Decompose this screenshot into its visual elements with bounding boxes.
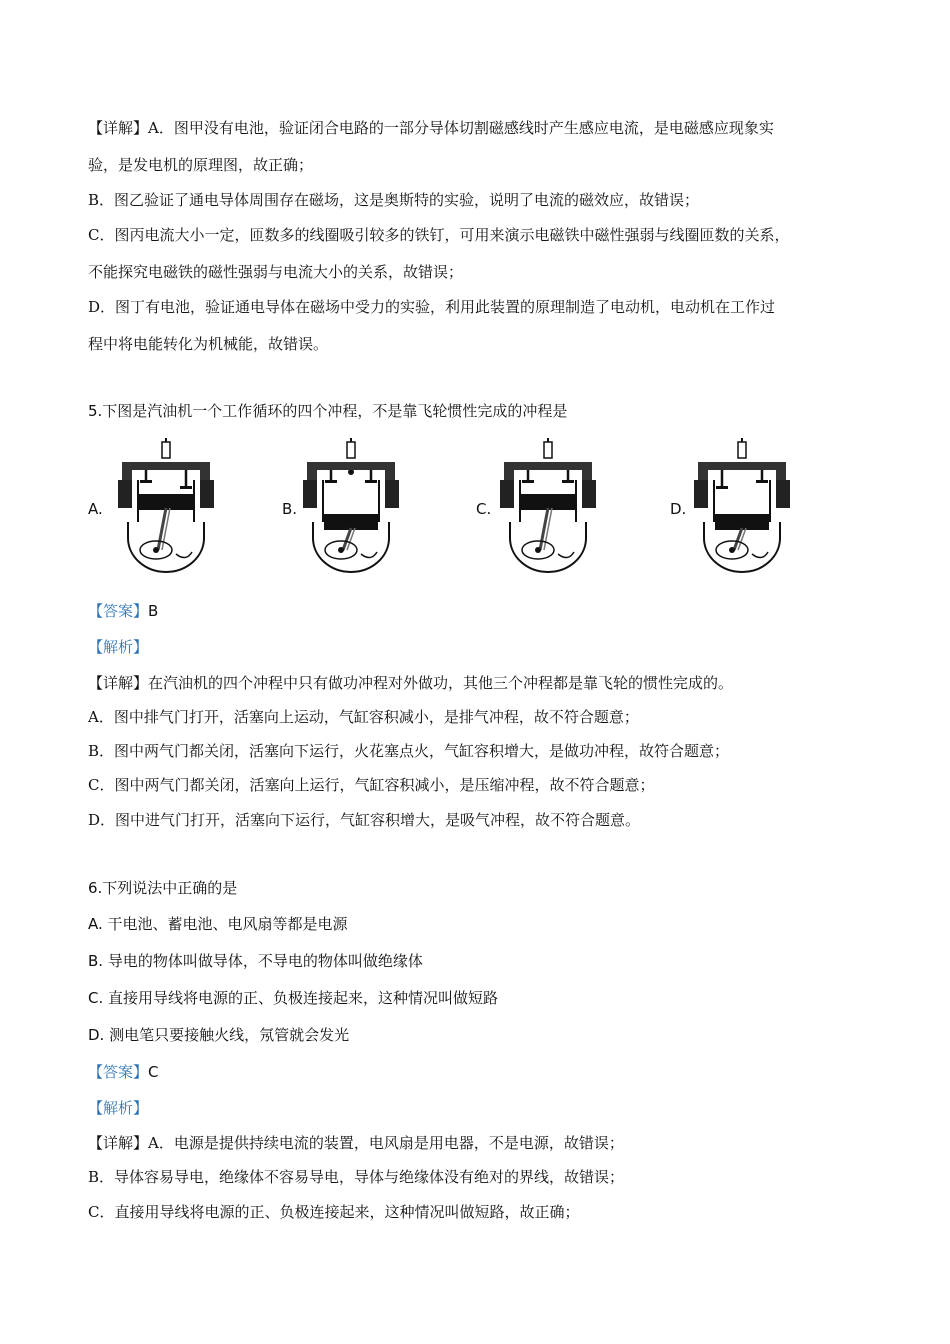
detail-6-c: C．直接用导线将电源的正、负极连接起来，这种情况叫做短路，故正确； bbox=[88, 1203, 580, 1221]
answer-value: C bbox=[148, 1063, 159, 1081]
detail-5-c: C．图中两气门都关闭，活塞向上运行，气缸容积减小，是压缩冲程，故不符合题意； bbox=[88, 776, 655, 794]
detail-6-b: B．导体容易导电，绝缘体不容易导电，导体与绝缘体没有绝对的界线，故错误； bbox=[88, 1168, 625, 1186]
engine-figure-c-drawing bbox=[494, 438, 604, 574]
option-d-label: D. bbox=[670, 500, 687, 518]
detail-line-6: D．图丁有电池，验证通电导体在磁场中受力的实验，利用此装置的原理制造了电动机，电动机在工作过 bbox=[88, 298, 776, 316]
analysis-label-6: 【解析】 bbox=[88, 1099, 149, 1117]
detail-line-1: 【详解】A．图甲没有电池，验证闭合电路的一部分导体切割磁感线时产生感应电流，是电磁感应现象实 bbox=[88, 119, 774, 137]
answer-6 bbox=[88, 1062, 159, 1082]
engine-figure-d-drawing bbox=[688, 438, 798, 574]
detail-line-3: B．图乙验证了通电导体周围存在磁场，这是奥斯特的实验，说明了电流的磁效应，故错误； bbox=[88, 191, 700, 209]
engine-figure-b bbox=[297, 438, 407, 574]
detail-5: 【详解】在汽油机的四个冲程中只有做功冲程对外做功，其他三个冲程都是靠飞轮的惯性完成的。 bbox=[88, 674, 734, 692]
engine-figure-a bbox=[112, 438, 222, 574]
question-6-option-a: A. 干电池、蓄电池、电风扇等都是电源 bbox=[88, 915, 348, 933]
engine-figure-d bbox=[688, 438, 798, 574]
answer-label: 【答案】 bbox=[88, 602, 149, 620]
question-6-option-c: C. 直接用导线将电源的正、负极连接起来，这种情况叫做短路 bbox=[88, 989, 499, 1007]
detail-line-2: 验，是发电机的原理图，故正确； bbox=[88, 156, 314, 174]
engine-figure-b-drawing bbox=[297, 438, 407, 574]
detail-line-4: C．图丙电流大小一定，匝数多的线圈吸引较多的铁钉，可用来演示电磁铁中磁性强弱与线圈匝数的关系， bbox=[88, 226, 790, 244]
option-a-label: A. bbox=[88, 500, 103, 518]
detail-5-b: B．图中两气门都关闭，活塞向下运行，火花塞点火，气缸容积增大，是做功冲程，故符合题意； bbox=[88, 742, 730, 760]
engine-figure-a-drawing bbox=[112, 438, 222, 574]
analysis-label-5: 【解析】 bbox=[88, 638, 149, 656]
detail-line-5: 不能探究电磁铁的磁性强弱与电流大小的关系，故错误； bbox=[88, 263, 464, 281]
detail-line-7: 程中将电能转化为机械能，故错误。 bbox=[88, 335, 329, 353]
detail-5-d: D．图中进气门打开，活塞向下运行，气缸容积增大，是吸气冲程，故不符合题意。 bbox=[88, 811, 641, 829]
detail-6: 【详解】A．电源是提供持续电流的装置，电风扇是用电器，不是电源，故错误； bbox=[88, 1134, 624, 1152]
question-6: 6.下列说法中正确的是 bbox=[88, 879, 238, 897]
question-5: 5.下图是汽油机一个工作循环的四个冲程，不是靠飞轮惯性完成的冲程是 bbox=[88, 402, 568, 420]
option-c-label: C. bbox=[476, 500, 492, 518]
answer-5 bbox=[88, 601, 158, 621]
detail-5-a: A．图中排气门打开，活塞向上运动，气缸容积减小，是排气冲程，故不符合题意； bbox=[88, 708, 639, 726]
question-6-option-d: D. 测电笔只要接触火线，氖管就会发光 bbox=[88, 1026, 350, 1044]
option-b-label: B. bbox=[282, 500, 298, 518]
engine-figure-c bbox=[494, 438, 604, 574]
question-6-option-b: B. 导电的物体叫做导体，不导电的物体叫做绝缘体 bbox=[88, 952, 423, 970]
answer-label: 【答案】 bbox=[88, 1063, 149, 1081]
answer-value: B bbox=[148, 602, 159, 620]
